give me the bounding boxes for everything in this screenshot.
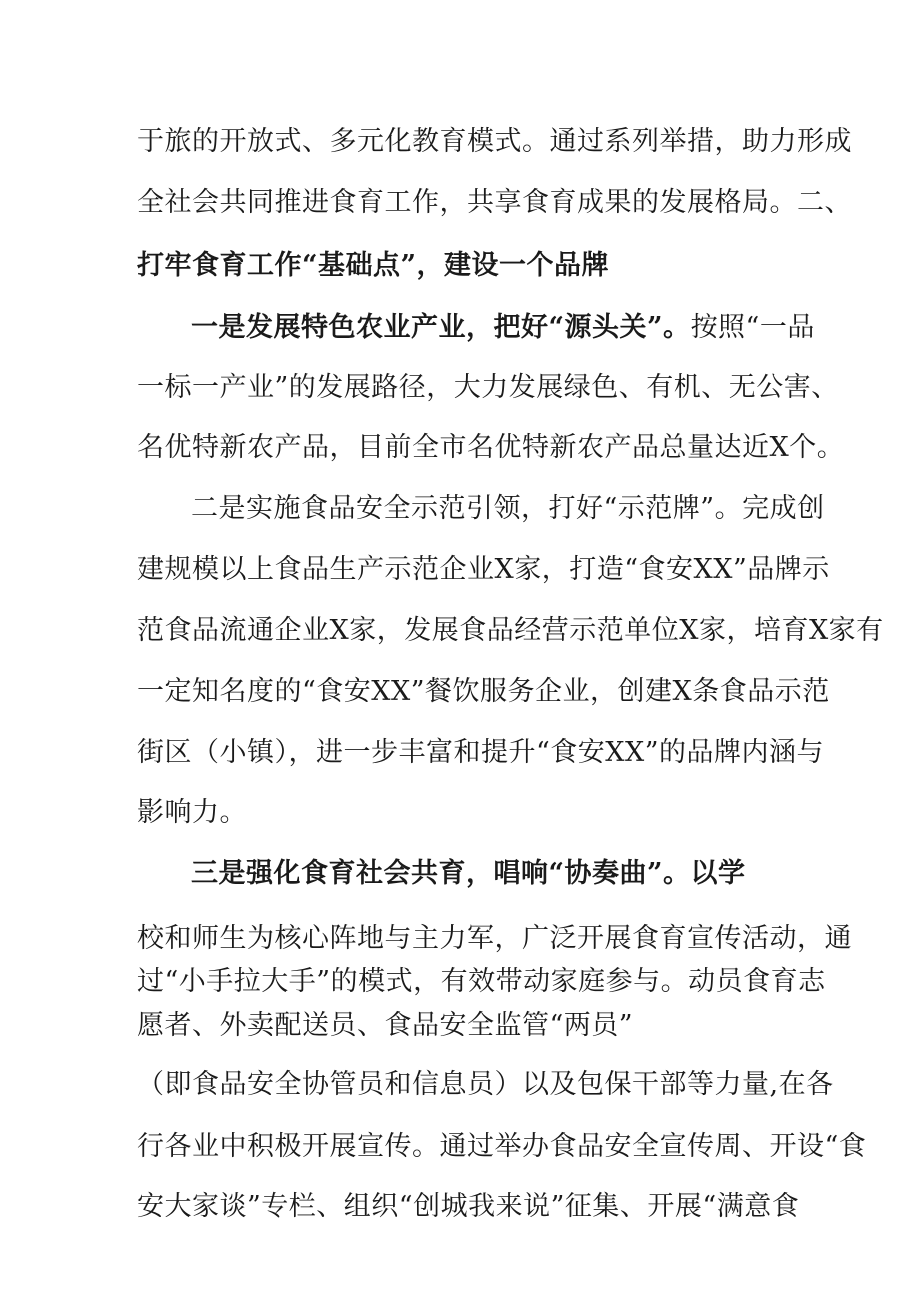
section-heading: 打牢食育工作“基础点”，建设一个品牌 bbox=[137, 250, 610, 281]
paragraph-line bbox=[191, 311, 815, 345]
paragraph-text: 按照“一品 bbox=[690, 312, 815, 343]
paragraph-line: 安大家谈”专栏、组织“创城我来说”征集、开展“满意食 bbox=[137, 1191, 800, 1222]
paragraph-line: 过“小手拉大手”的模式，有效带动家庭参与。动员食育志 bbox=[137, 966, 826, 997]
subheading-text: 一是发展特色农业产业，把好“源头关”。 bbox=[191, 312, 691, 343]
paragraph-line: 行各业中积极开展宣传。通过举办食品安全宣传周、开设“食 bbox=[137, 1131, 867, 1162]
subheading-line: 三是强化食育社会共育，唱响“协奏曲”。以学 bbox=[191, 858, 746, 889]
paragraph-line: 街区（小镇），进一步丰富和提升“食安XX”的品牌内涵与 bbox=[137, 737, 825, 768]
paragraph-line: 名优特新农产品，目前全市名优特新农产品总量达近X个。 bbox=[137, 432, 845, 463]
paragraph-line: 一定知名度的“食安XX”餐饮服务企业，创建X条食品示范 bbox=[137, 676, 830, 707]
paragraph-line: 一标一产业”的发展路径，大力发展绿色、有机、无公害、 bbox=[137, 372, 839, 403]
paragraph-line: 影响力。 bbox=[137, 797, 247, 828]
paragraph-line: 全社会共同推进食育工作，共享食育成果的发展格局。二、 bbox=[137, 187, 852, 218]
paragraph-line: 建规模以上食品生产示范企业X家，打造“食安XX”品牌示 bbox=[137, 554, 830, 585]
paragraph-line: 愿者、外卖配送员、食品安全监管“两员” bbox=[137, 1010, 634, 1041]
paragraph-line: 于旅的开放式、多元化教育模式。通过系列举措，助力形成 bbox=[137, 126, 852, 157]
paragraph-line: （即食品安全协管员和信息员）以及包保干部等力量,在各 bbox=[137, 1069, 834, 1100]
paragraph-line: 校和师生为核心阵地与主力军，广泛开展食育宣传活动，通 bbox=[137, 923, 852, 954]
paragraph-line: 二是实施食品安全示范引领，打好“示范牌”。完成创 bbox=[191, 493, 825, 524]
paragraph-line: 范食品流通企业X家，发展食品经营示范单位X家，培育X家有 bbox=[137, 615, 884, 646]
